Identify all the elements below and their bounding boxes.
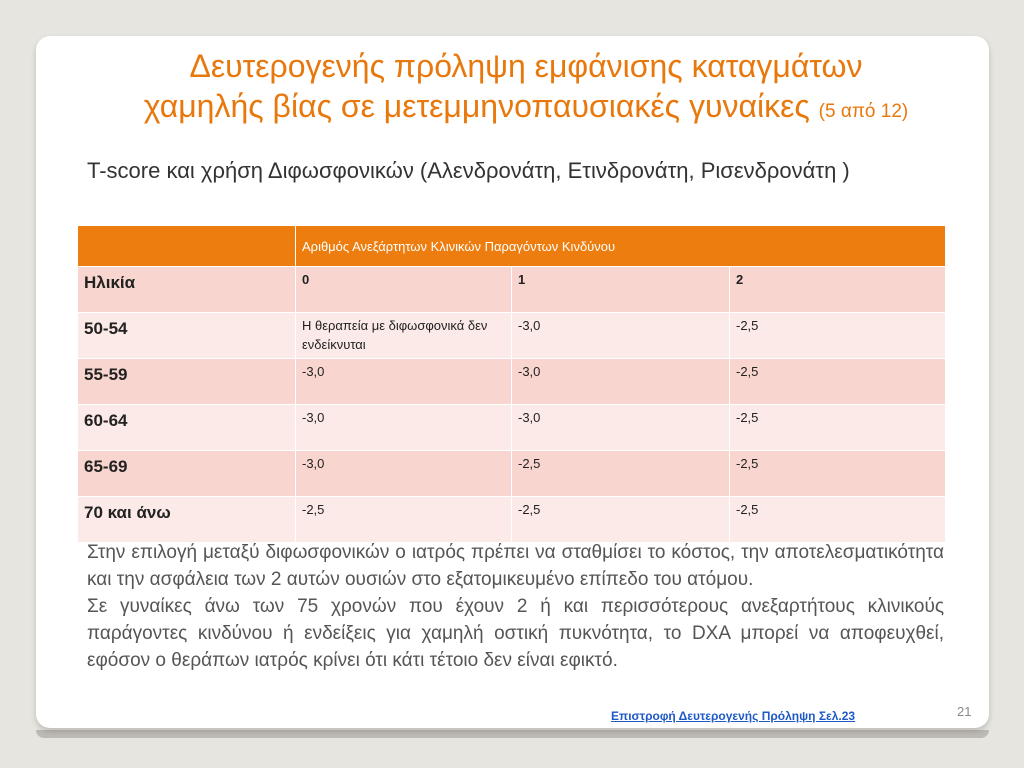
- column-header-1: 1: [512, 267, 730, 313]
- page-number: 21: [957, 704, 972, 719]
- slide-title: [76, 46, 976, 132]
- table-row: [78, 313, 946, 359]
- slide: [36, 36, 989, 728]
- slide-shadow: [36, 730, 989, 738]
- body-text: [87, 539, 944, 674]
- table-header-title: Αριθμός Ανεξάρτητων Κλινικών Παραγόντων Κινδύνου: [296, 226, 946, 267]
- title-line-2: χαμηλής βίας σε μετεμμηνοπαυσιακές γυναίκες: [143, 88, 810, 124]
- value-cell: -2,5: [730, 405, 946, 451]
- value-cell: -3,0: [512, 405, 730, 451]
- value-cell: -2,5: [512, 497, 730, 543]
- table-row: [78, 451, 946, 497]
- age-cell: 55-59: [78, 359, 296, 405]
- value-cell: -2,5: [730, 497, 946, 543]
- value-cell: -3,0: [512, 313, 730, 359]
- age-cell: 65-69: [78, 451, 296, 497]
- table-header-empty: [78, 226, 296, 267]
- age-column-label: Ηλικία: [78, 267, 296, 313]
- value-cell: -2,5: [730, 313, 946, 359]
- age-cell: 60-64: [78, 405, 296, 451]
- value-cell: -2,5: [730, 359, 946, 405]
- title-line-1: Δευτερογενής πρόληψη εμφάνισης καταγμάτων: [189, 48, 863, 84]
- value-cell: Η θεραπεία με διφωσφονικά δεν ενδείκνυται: [296, 313, 512, 359]
- value-cell: -3,0: [296, 451, 512, 497]
- column-header-2: 2: [730, 267, 946, 313]
- value-cell: -3,0: [296, 359, 512, 405]
- body-paragraph-1: Στην επιλογή μεταξύ διφωσφονικών ο ιατρός πρέπει να σταθμίσει το κόστος, την αποτελεσματικότητα και την ασφάλεια των 2 αυτών ουσιών στο εξατομικευμένο επίπεδο του ατόμου.: [87, 542, 944, 590]
- table-row: [78, 497, 946, 543]
- value-cell: -2,5: [730, 451, 946, 497]
- value-cell: -2,5: [296, 497, 512, 543]
- age-cell: 50-54: [78, 313, 296, 359]
- slide-subtitle: T-score και χρήση Διφωσφονικών (Αλενδρονάτη, Ετινδρονάτη, Ρισενδρονάτη ): [87, 158, 850, 183]
- table-header-row: [78, 226, 946, 267]
- table-row: [78, 267, 946, 313]
- tscore-table: [77, 225, 946, 543]
- column-header-0: 0: [296, 267, 512, 313]
- value-cell: -3,0: [512, 359, 730, 405]
- table-row: [78, 359, 946, 405]
- table-row: [78, 405, 946, 451]
- body-paragraph-2: Σε γυναίκες άνω των 75 χρονών που έχουν 2 ή και περισσότερους ανεξαρτήτους κλινικούς παράγοντες κινδύνου ή ενδείξεις για χαμηλή οστική πυκνότητα, το DXA μπορεί να αποφευχθεί, εφόσον ο θεράπων ιατρός κρίνει ότι κάτι τέτοιο δεν είναι εφικτό.: [87, 596, 944, 671]
- value-cell: -2,5: [512, 451, 730, 497]
- title-page-ref: (5 από 12): [818, 101, 909, 122]
- back-link[interactable]: Επιστροφή Δευτερογενής Πρόληψη Σελ.23: [611, 709, 856, 723]
- age-cell: 70 και άνω: [78, 497, 296, 543]
- value-cell: -3,0: [296, 405, 512, 451]
